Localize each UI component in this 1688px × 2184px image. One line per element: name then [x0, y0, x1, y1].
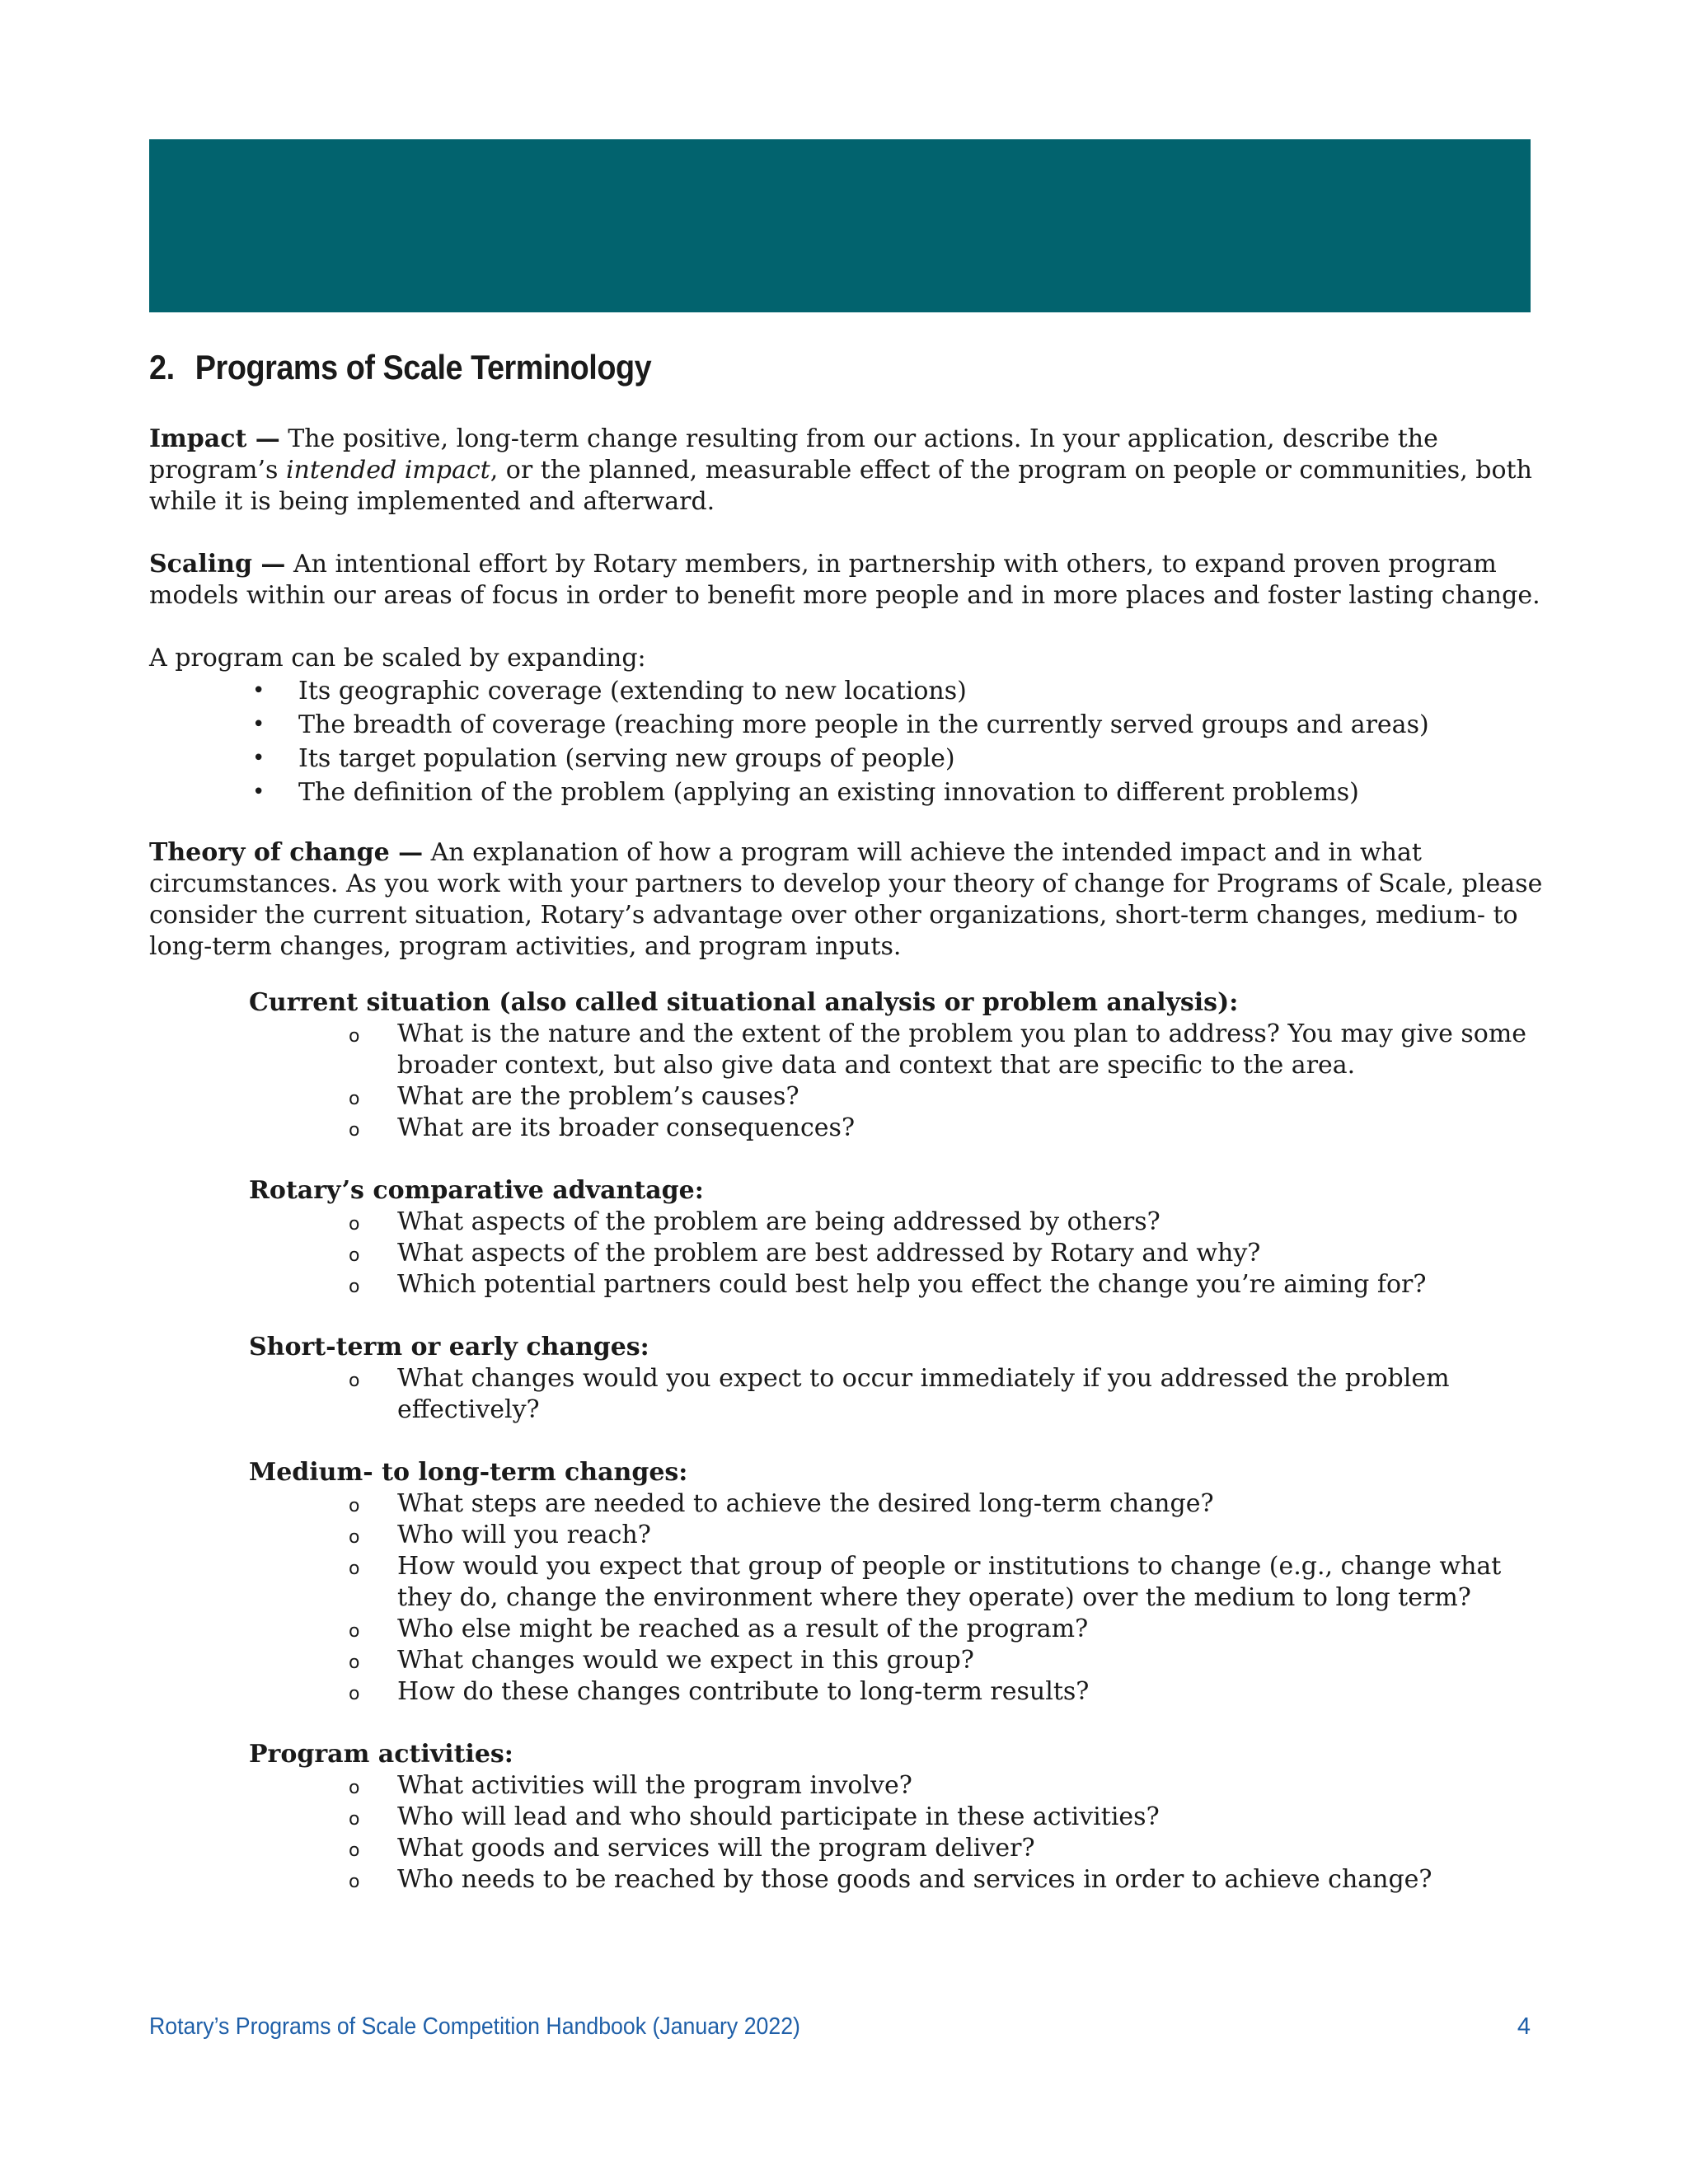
list-item: o What changes would we expect in this group? — [249, 1645, 1550, 1676]
header-banner — [149, 139, 1531, 312]
list-item: o Who else might be reached as a result of the program? — [249, 1614, 1550, 1645]
circle-bullet-icon: o — [349, 1621, 360, 1642]
list-item: • Its geographic coverage (extending to new locations) — [149, 674, 1550, 708]
impact-text-1: The positive, long-term change resulting from our actions. In your application, describe the program’s — [149, 424, 1438, 485]
section-heading — [149, 346, 891, 389]
circle-bullet-icon: o — [349, 1840, 360, 1861]
list-item: o What changes would you expect to occur immediately if you addressed the problem effectively? — [349, 1364, 1450, 1424]
circle-bullet-icon: o — [349, 1026, 360, 1047]
list-item: o What activities will the program involve? — [249, 1770, 1550, 1802]
theory-of-change-definition — [149, 837, 1550, 963]
short-term-changes-section — [249, 1332, 1550, 1426]
list-item: • The definition of the problem (applying an existing innovation to different problems) — [149, 776, 1550, 809]
circle-bullet-icon: o — [349, 1778, 360, 1798]
page-footer — [149, 2013, 1531, 2041]
circle-bullet-icon: o — [349, 1527, 360, 1548]
circle-bullet-icon: o — [349, 1496, 360, 1516]
sub-heading: Rotary’s comparative advantage: — [249, 1176, 704, 1205]
list-item: o What steps are needed to achieve the desired long-term change? — [249, 1488, 1550, 1520]
sub-heading: Medium- to long-term changes: — [249, 1458, 688, 1487]
footer-title: Rotary’s Programs of Scale Competition Handbook (January 2022) — [149, 2013, 800, 2040]
list-item: • The breadth of coverage (reaching more people in the currently served groups and areas) — [149, 708, 1550, 742]
scaling-definition — [149, 549, 1550, 612]
scaling-text: An intentional effort by Rotary members, in partnership with others, to expand proven program models within our areas of focus in order to benefit more people and in more places and foster lasting change. — [149, 550, 1540, 610]
bullet-icon: • — [252, 678, 265, 703]
circle-bullet-icon: o — [349, 1684, 360, 1704]
list-item: o What aspects of the problem are best addressed by Rotary and why? — [249, 1238, 1550, 1269]
sub-heading: Program activities: — [249, 1740, 513, 1769]
program-activities-section — [249, 1739, 1550, 1896]
circle-bullet-icon: o — [349, 1872, 360, 1892]
section-title: Programs of Scale Terminology — [195, 348, 652, 387]
circle-bullet-icon: o — [349, 1809, 360, 1830]
circle-bullet-icon: o — [349, 1558, 360, 1579]
list-item: o What are its broader consequences? — [249, 1113, 1550, 1144]
circle-bullet-icon: o — [349, 1214, 360, 1235]
list-item: o How do these changes contribute to long-term results? — [249, 1676, 1550, 1708]
medium-long-term-changes-section — [249, 1457, 1550, 1708]
sub-heading: Short-term or early changes: — [249, 1333, 649, 1361]
list-item: o Which potential partners could best help you effect the change you’re aiming for? — [249, 1269, 1550, 1301]
circle-bullet-icon: o — [349, 1371, 360, 1391]
scaling-intro: A program can be scaled by expanding: — [149, 644, 646, 673]
list-item: o What aspects of the problem are being addressed by others? — [249, 1207, 1550, 1238]
list-item: o Who needs to be reached by those goods and services in order to achieve change? — [249, 1864, 1550, 1896]
impact-term: Impact — — [149, 424, 280, 453]
list-item: o What goods and services will the program deliver? — [249, 1833, 1550, 1864]
circle-bullet-icon: o — [349, 1652, 360, 1673]
impact-text-2: , or the planned, measurable effect of the program on people or communities, both while it is being implemented and afterward. — [149, 456, 1532, 516]
list-item: o Who will lead and who should participate in these activities? — [249, 1802, 1550, 1833]
list-item: • Its target population (serving new groups of people) — [149, 742, 1550, 776]
bullet-icon: • — [252, 712, 265, 737]
list-item: o What are the problem’s causes? — [249, 1081, 1550, 1113]
bullet-icon: • — [252, 780, 265, 804]
list-item: o What is the nature and the extent of the problem you plan to address? You may give some broader context, but also give data and context that are specific to the area. — [349, 1019, 1527, 1080]
page-content — [149, 346, 1550, 1896]
theory-term: Theory of change — — [149, 838, 424, 867]
theory-text: An explanation of how a program will achieve the intended impact and in what circumstances. As you work with your partners to develop your theory of change for Programs of Scale, please consider the current situation, Rotary’s advantage over other organizations, short-term changes, medium- to long-term changes, program activities, and program inputs. — [149, 838, 1543, 961]
list-item: o Who will you reach? — [249, 1520, 1550, 1551]
scaling-bullet-list — [149, 674, 1550, 809]
circle-bullet-icon: o — [349, 1120, 360, 1141]
scaling-term: Scaling — — [149, 550, 286, 579]
circle-bullet-icon: o — [349, 1245, 360, 1266]
sub-heading: Current situation (also called situational analysis or problem analysis): — [249, 988, 1239, 1017]
comparative-advantage-section — [249, 1175, 1550, 1301]
list-item: o How would you expect that group of people or institutions to change (e.g., change what they do, change the environment where they operate) over the medium to long term? — [349, 1552, 1502, 1612]
page-number: 4 — [1517, 2013, 1531, 2040]
impact-definition — [149, 424, 1550, 518]
impact-emphasis: intended impact — [285, 456, 490, 485]
circle-bullet-icon: o — [349, 1089, 360, 1109]
section-number: 2. — [149, 348, 175, 387]
bullet-icon: • — [252, 746, 265, 771]
current-situation-section — [249, 987, 1550, 1144]
circle-bullet-icon: o — [349, 1277, 360, 1297]
